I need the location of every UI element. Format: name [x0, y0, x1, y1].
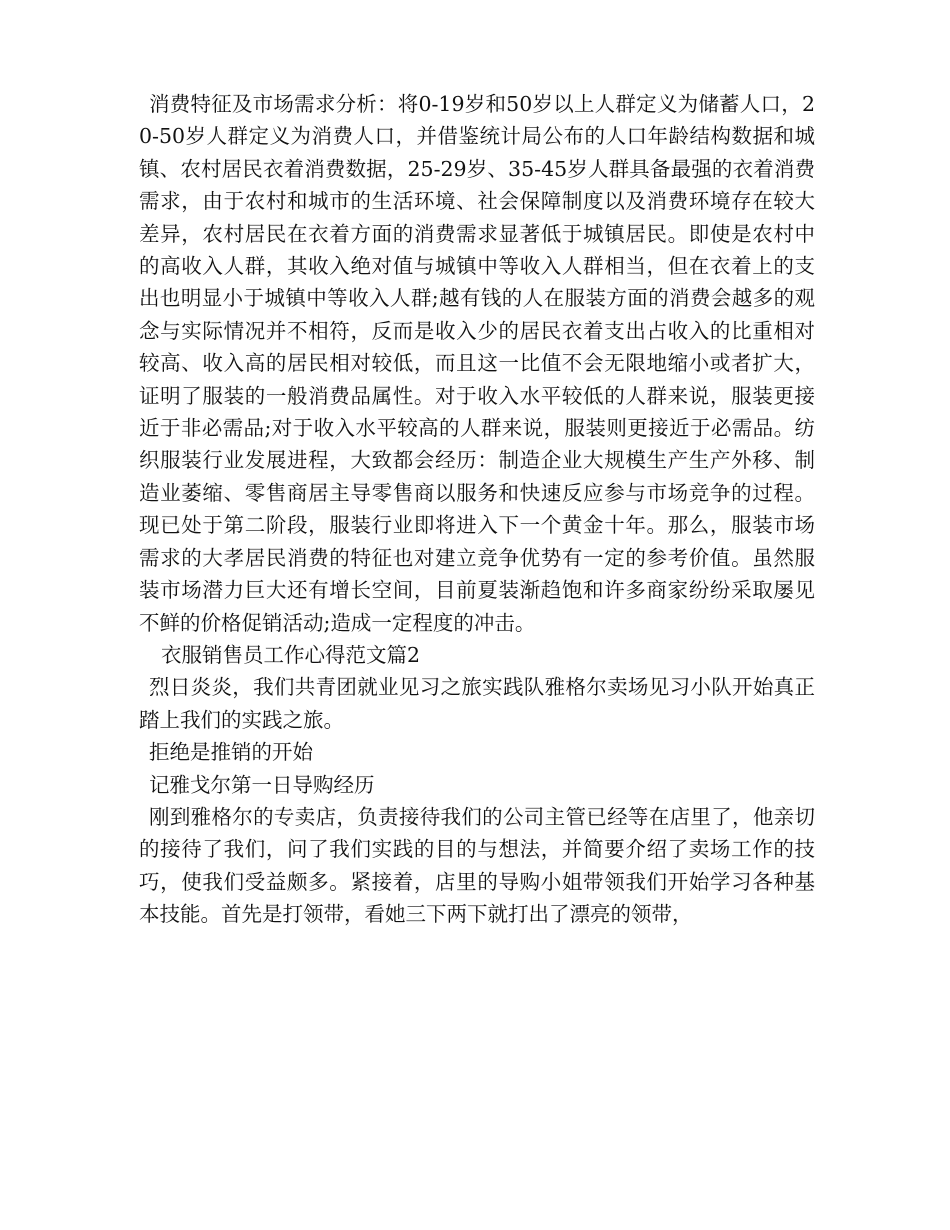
paragraph-store-arrival: 刚到雅格尔的专卖店，负责接待我们的公司主管已经等在店里了，他亲切的接待了我们，问了我们实践的目的与想法，并简要介绍了卖场工作的技巧，使我们受益颇多。紧接着，店里的导购小姐带领我们开始学习各种基本技能。首先是打领带，看她三下两下就打出了漂亮的领带， [139, 804, 815, 927]
paragraph-consumer-analysis: 消费特征及市场需求分析：将0-19岁和50岁以上人群定义为储蓄人口，20-50岁人群定义为消费人口，并借鉴统计局公布的人口年龄结构数据和城镇、农村居民衣着消费数据，25-29岁、35-45岁人群具备最强的衣着消费需求，由于农村和城市的生活环境、社会保障制度以及消费环境存在较大差异，农村居民在衣着方面的消费需求显著低于城镇居民。即使是农村中的高收入人群，其收入绝对值与城镇中等收入人群相当，但在衣着上的支出也明显小于城镇中等收入人群;越有钱的人在服装方面的消费会越多的观念与实际情况并不相符，反而是收入少的居民衣着支出占收入的比重相对较高、收入高的居民相对较低，而且这一比值不会无限地缩小或者扩大，证明了服装的一般消费品属性。对于收入水平较低的人群来说，服装更接近于非必需品;对于收入水平较高的人群来说，服装则更接近于必需品。纺织服装行业发展进程，大致都会经历：制造企业大规模生产生产外移、制造业萎缩、零售商居主导零售商以服务和快速反应参与市场竞争的过程。现已处于第二阶段，服装行业即将进入下一个黄金十年。那么，服装市场需求的大孝居民消费的特征也对建立竞争优势有一定的参考价值。虽然服装市场潜力巨大还有增长空间，目前夏装渐趋饱和许多商家纷纷采取屡见不鲜的价格促销活动;造成一定程度的冲击。 [139, 92, 815, 635]
subheading-rejection: 拒绝是推销的开始 [149, 740, 313, 765]
section-heading: 衣服销售员工作心得范文篇2 [161, 642, 421, 667]
subheading-first-day: 记雅戈尔第一日导购经历 [149, 772, 375, 797]
paragraph-practice-intro: 烈日炎炎，我们共青团就业见习之旅实践队雅格尔卖场见习小队开始真正踏上我们的实践之旅。 [139, 675, 815, 732]
document-body [139, 88, 815, 931]
